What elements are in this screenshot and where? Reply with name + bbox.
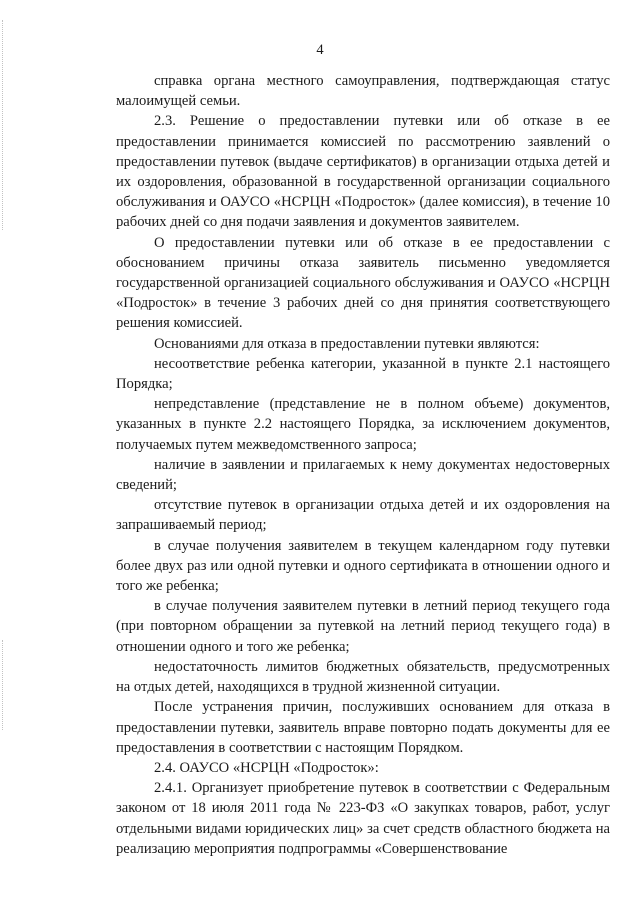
paragraph: недостаточность лимитов бюджетных обязательств, предусмотренных на отдых детей, находящихся в трудной жизненной ситуации. [116, 658, 610, 696]
paragraph: справка органа местного самоуправления, подтверждающая статус малоимущей семьи. [116, 73, 610, 110]
paragraph: отсутствие путевок в организации отдыха детей и их оздоровления на запрашиваемый период; [116, 497, 610, 534]
paragraph: Основаниями для отказа в предоставлении путевки являются: [154, 335, 540, 352]
paragraph: наличие в заявлении и прилагаемых к нему документах недостоверных сведений; [116, 456, 610, 494]
paragraph: в случае получения заявителем в текущем календарном году путевки более двух раз или одной путевки и одного сертификата в отношении одного и того же ребенка; [116, 537, 610, 595]
paragraph: несоответствие ребенка категории, указанной в пункте 2.1 настоящего Порядка; [116, 355, 610, 393]
paragraph: 2.3. Решение о предоставлении путевки или об отказе в ее предоставлении принимается комиссией по рассмотрению заявлений о предоставлении путевок (выдаче сертификатов) в организации отдыха детей и их оздоровления, образованной в государственной организации социального обслуживания и ОАУСО «НСРЦН «Подросток» (далее комиссия), в течение 10 рабочих дней со дня подачи заявления и документов заявителем. [116, 113, 610, 231]
paragraph: 2.4.1. Организует приобретение путевок в соответствии с Федеральным законом от 18 июля 2011 года № 223-ФЗ «О закупках товаров, работ, услуг отдельными видами юридических лиц» за счет средств областного бюджета на реализацию мероприятия подпрограммы «Совершенствование [116, 780, 610, 857]
scan-edge-mark [2, 640, 6, 730]
paragraph: непредставление (представление не в полном объеме) документов, указанных в пункте 2.2 настоящего Порядка, за исключением документов, получаемых путем межведомственного запроса; [116, 396, 610, 453]
document-body [116, 71, 610, 859]
paragraph: О предоставлении путевки или об отказе в ее предоставлении с обоснованием причины отказа заявитель письменно уведомляется государственной организацией социального обслуживания и ОАУСО «НСРЦН «Подросток» в течение 3 рабочих дней со дня принятия соответствующего решения комиссией. [116, 234, 610, 332]
paragraph: в случае получения заявителем путевки в летний период текущего года (при повторном обращении за путевкой на летний период текущего года) в отношении одного и того же ребенка; [116, 598, 610, 655]
paragraph: 2.4. ОАУСО «НСРЦН «Подросток»: [154, 759, 379, 776]
paragraph: После устранения причин, послуживших основанием для отказа в предоставлении путевки, заявитель вправе повторно подать документы для ее предоставления в соответствии с настоящим Порядком. [116, 699, 610, 756]
page-number: 4 [316, 42, 324, 58]
